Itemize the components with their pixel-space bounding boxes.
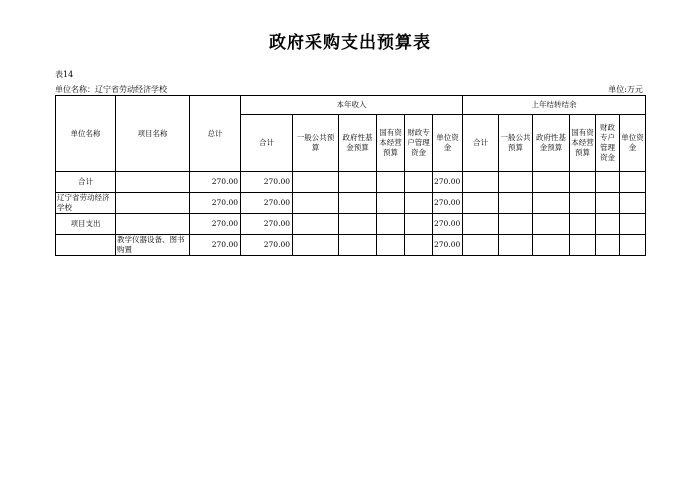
header-prior-general-budget: 一般公共预算 [499, 115, 533, 172]
table-number: 表14 [55, 70, 74, 79]
header-unit-name: 单位名称 [56, 96, 116, 172]
row-project [116, 172, 190, 193]
row-total: 270.00 [190, 172, 241, 193]
budget-table [55, 95, 646, 256]
header-prior-fund-budget: 政府性基金预算 [533, 115, 570, 172]
row-cur-total: 270.00 [241, 172, 293, 193]
header-cur-fund-budget: 政府性基金预算 [339, 115, 377, 172]
row-cur-total: 270.00 [241, 193, 293, 214]
row-unit [56, 235, 116, 256]
header-total: 总计 [190, 96, 241, 172]
table-row [56, 235, 646, 256]
row-project: 教学仪器设备、图书购置 [116, 235, 190, 256]
row-cur-unit-fund: 270.00 [433, 193, 463, 214]
row-cur-unit-fund: 270.00 [433, 214, 463, 235]
table-row [56, 214, 646, 235]
row-cur-unit-fund: 270.00 [433, 172, 463, 193]
header-prior-state-capital: 国有资本经营预算 [570, 115, 596, 172]
row-cur-total: 270.00 [241, 235, 293, 256]
page-title: 政府采购支出预算表 [269, 33, 431, 53]
table-row [56, 172, 646, 193]
row-total: 270.00 [190, 235, 241, 256]
header-prior-unit-fund: 单位资金 [620, 115, 646, 172]
header-prior-total: 合计 [463, 115, 499, 172]
header-cur-total: 合计 [241, 115, 293, 172]
header-cur-general-budget: 一般公共预算 [293, 115, 339, 172]
row-project [116, 193, 190, 214]
row-unit: 辽宁省劳动经济学校 [56, 193, 116, 214]
header-cur-unit-fund: 单位资金 [433, 115, 463, 172]
unit-name-label: 单位名称：辽宁省劳动经济学校 [55, 85, 167, 94]
row-total: 270.00 [190, 193, 241, 214]
row-cur-unit-fund: 270.00 [433, 235, 463, 256]
row-total: 270.00 [190, 214, 241, 235]
row-unit: 合计 [56, 172, 116, 193]
currency-unit-label: 单位:万元 [608, 85, 643, 94]
row-cur-total: 270.00 [241, 214, 293, 235]
header-cur-special-account: 财政专户管理资金 [405, 115, 433, 172]
header-prior-special-account: 财政专户管理资金 [596, 115, 620, 172]
header-current-income: 本年收入 [241, 96, 463, 115]
header-cur-state-capital: 国有资本经营预算 [377, 115, 405, 172]
header-project-name: 项目名称 [116, 96, 190, 172]
row-unit: 项目支出 [56, 214, 116, 235]
header-prior-carryover: 上年结转结余 [463, 96, 646, 115]
table-row [56, 193, 646, 214]
row-project [116, 214, 190, 235]
